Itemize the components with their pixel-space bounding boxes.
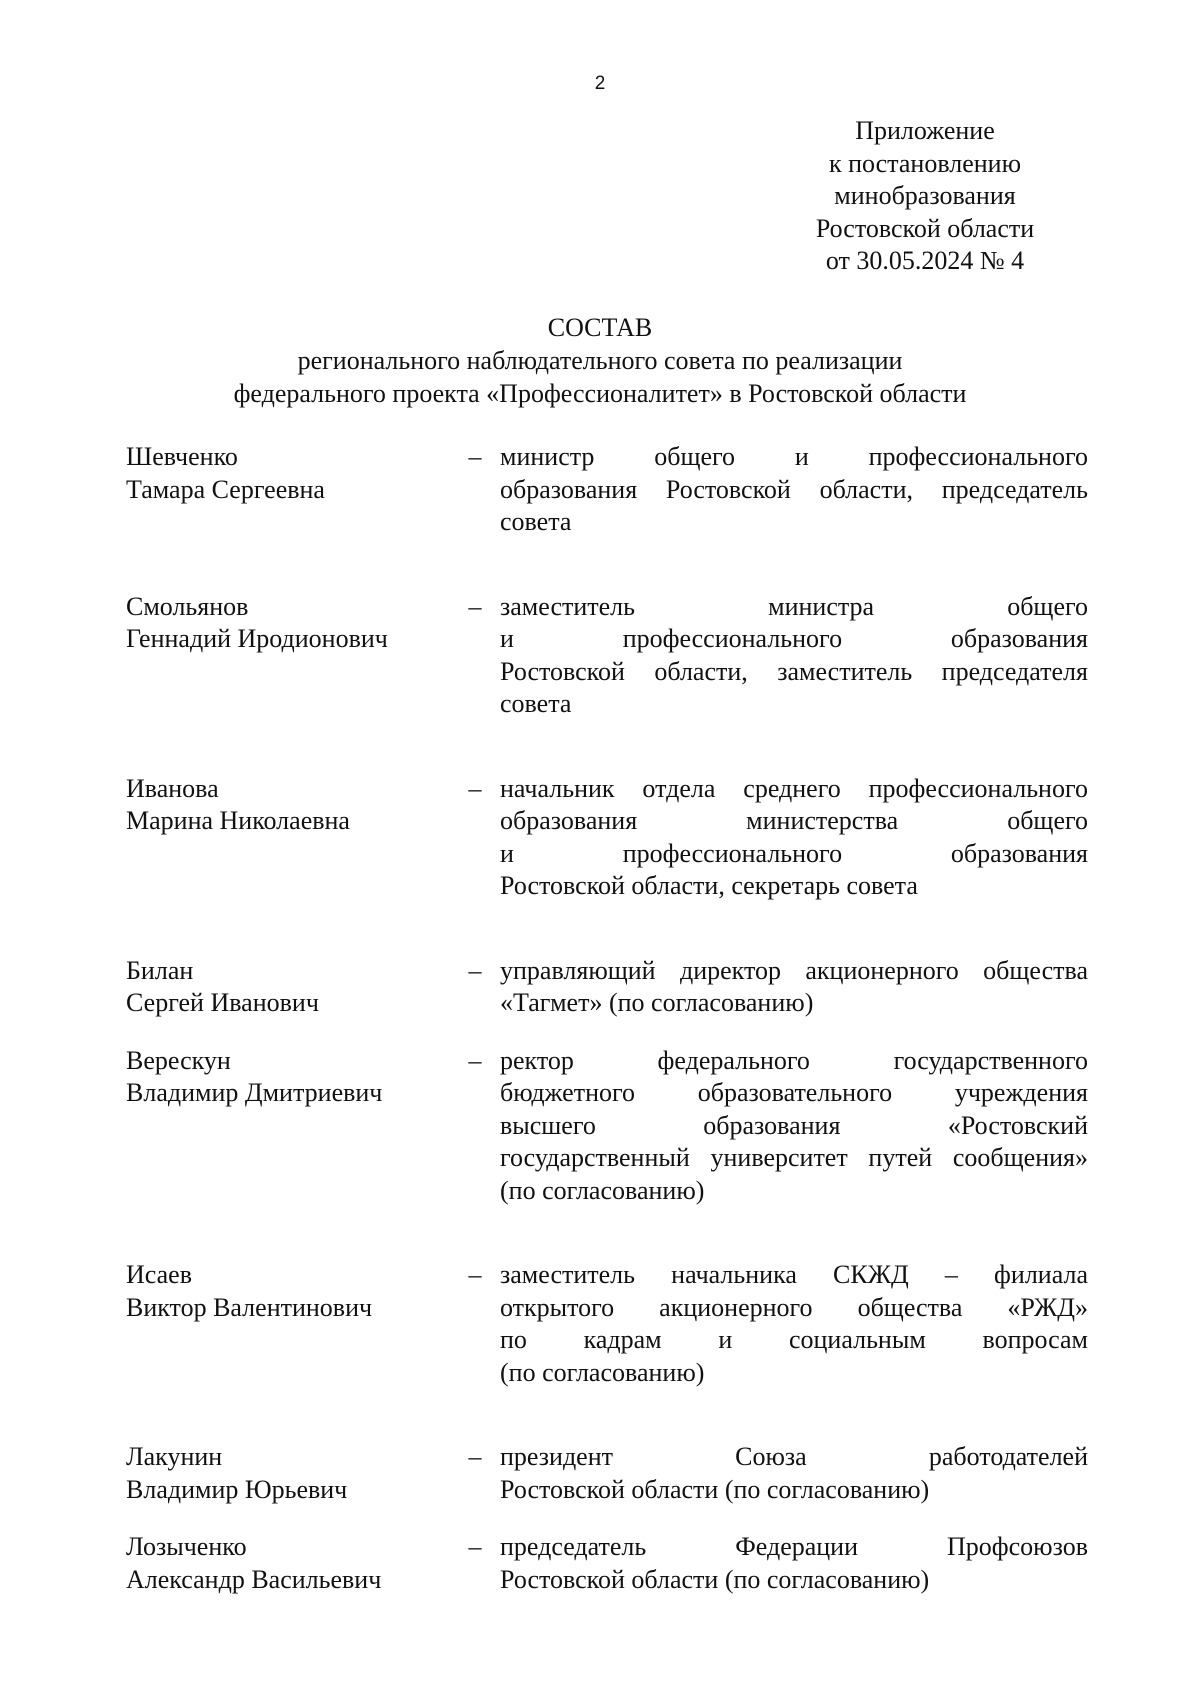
member-role-line: министр общего и профессионального — [500, 442, 1088, 471]
member-name — [126, 1441, 446, 1506]
member-role — [500, 1259, 1088, 1389]
member-surname: Лозыченко — [126, 1532, 247, 1561]
member-role-line: совета — [500, 689, 572, 718]
member-role-line: Ростовской области (по согласованию) — [500, 1474, 930, 1504]
member-role-line: по кадрам и социальным вопросам — [500, 1325, 1088, 1354]
member-role — [500, 955, 1088, 1020]
member-role-line: (по согласованию) — [500, 1357, 705, 1387]
member-role-line: Ростовской области, секретарь совета — [500, 871, 918, 900]
member-role-line: ректор федерального государственного — [500, 1045, 1088, 1075]
member-dash: – — [468, 773, 482, 803]
member-surname: Лакунин — [126, 1442, 223, 1471]
member-name — [126, 1259, 446, 1324]
member-entry — [126, 1045, 1088, 1208]
appendix-line: Ростовской области — [815, 213, 1035, 243]
member-given-names: Сергей Иванович — [126, 988, 319, 1017]
members-list — [126, 441, 1088, 1636]
member-role — [500, 591, 1088, 721]
document-subtitle-line: федерального проекта «Профессионалитет» в Ростовской области — [233, 379, 967, 408]
member-name — [126, 955, 446, 1020]
member-role — [500, 1531, 1088, 1596]
member-entry — [126, 1441, 1088, 1506]
member-role — [500, 441, 1088, 539]
member-entry — [126, 1531, 1088, 1596]
member-name — [126, 1531, 446, 1596]
member-role-line: президент Союза работодателей — [500, 1442, 1088, 1471]
member-name — [126, 1045, 446, 1110]
member-name — [126, 773, 446, 838]
member-dash: – — [468, 442, 482, 471]
member-role-line: Ростовской области, заместитель председателя — [500, 656, 1088, 686]
member-given-names: Виктор Валентинович — [126, 1292, 373, 1322]
member-role-line: «Тагмет» (по согласованию) — [500, 988, 814, 1017]
member-entry — [126, 441, 1088, 539]
member-role — [500, 773, 1088, 903]
appendix-block — [760, 115, 1090, 278]
member-role-line: Ростовской области (по согласованию) — [500, 1564, 930, 1594]
member-role-line: заместитель министра общего — [500, 591, 1088, 621]
member-given-names: Александр Васильевич — [126, 1564, 382, 1594]
appendix-line: Приложение — [855, 116, 995, 145]
member-given-names: Владимир Дмитриевич — [126, 1078, 383, 1107]
member-given-names: Владимир Юрьевич — [126, 1474, 348, 1504]
page-number: 2 — [594, 73, 606, 94]
member-entry — [126, 591, 1088, 721]
member-surname: Смольянов — [126, 591, 249, 621]
document-heading — [0, 311, 1200, 410]
member-role-line: высшего образования «Ростовский — [500, 1110, 1088, 1140]
member-role — [500, 1045, 1088, 1208]
member-surname: Билан — [126, 955, 194, 985]
member-entry — [126, 1259, 1088, 1389]
member-role-line: и профессионального образования — [500, 838, 1088, 868]
member-surname: Иванова — [126, 773, 219, 803]
member-role-line: управляющий директор акционерного общества — [500, 955, 1088, 985]
member-role-line: начальник отдела среднего профессионального — [500, 773, 1088, 803]
member-role-line: государственный университет путей сообщения» — [500, 1143, 1088, 1172]
document-subtitle-line: регионального наблюдательного совета по реализации — [297, 346, 903, 375]
member-role-line: бюджетного образовательного учреждения — [500, 1078, 1088, 1107]
member-dash: – — [468, 1442, 482, 1471]
member-dash: – — [468, 955, 482, 985]
member-entry — [126, 773, 1088, 903]
document-title: СОСТАВ — [547, 313, 653, 342]
member-dash: – — [468, 1260, 482, 1289]
member-name — [126, 441, 446, 506]
member-dash: – — [468, 1532, 482, 1561]
member-role-line: и профессионального образования — [500, 624, 1088, 653]
member-entry — [126, 955, 1088, 1020]
member-role-line: образования Ростовской области, председатель — [500, 474, 1088, 504]
appendix-line: от 30.05.2024 № 4 — [825, 246, 1025, 275]
member-given-names: Геннадий Иродионович — [126, 624, 388, 653]
member-given-names: Тамара Сергеевна — [126, 474, 325, 504]
member-role-line: открытого акционерного общества «РЖД» — [500, 1292, 1088, 1322]
member-given-names: Марина Николаевна — [126, 806, 350, 835]
member-surname: Шевченко — [126, 442, 238, 471]
member-role-line: заместитель начальника СКЖД – филиала — [500, 1260, 1088, 1289]
member-role-line: образования министерства общего — [500, 806, 1088, 835]
appendix-line: минобразования — [834, 181, 1016, 210]
appendix-line: к постановлению — [828, 148, 1022, 178]
member-surname: Исаев — [126, 1260, 192, 1289]
member-dash: – — [468, 1045, 482, 1075]
member-role — [500, 1441, 1088, 1506]
member-role-line: председатель Федерации Профсоюзов — [500, 1532, 1088, 1561]
member-role-line: (по согласованию) — [500, 1175, 705, 1205]
member-role-line: совета — [500, 507, 572, 536]
member-surname: Верескун — [126, 1045, 231, 1075]
member-name — [126, 591, 446, 656]
member-dash: – — [468, 591, 482, 621]
